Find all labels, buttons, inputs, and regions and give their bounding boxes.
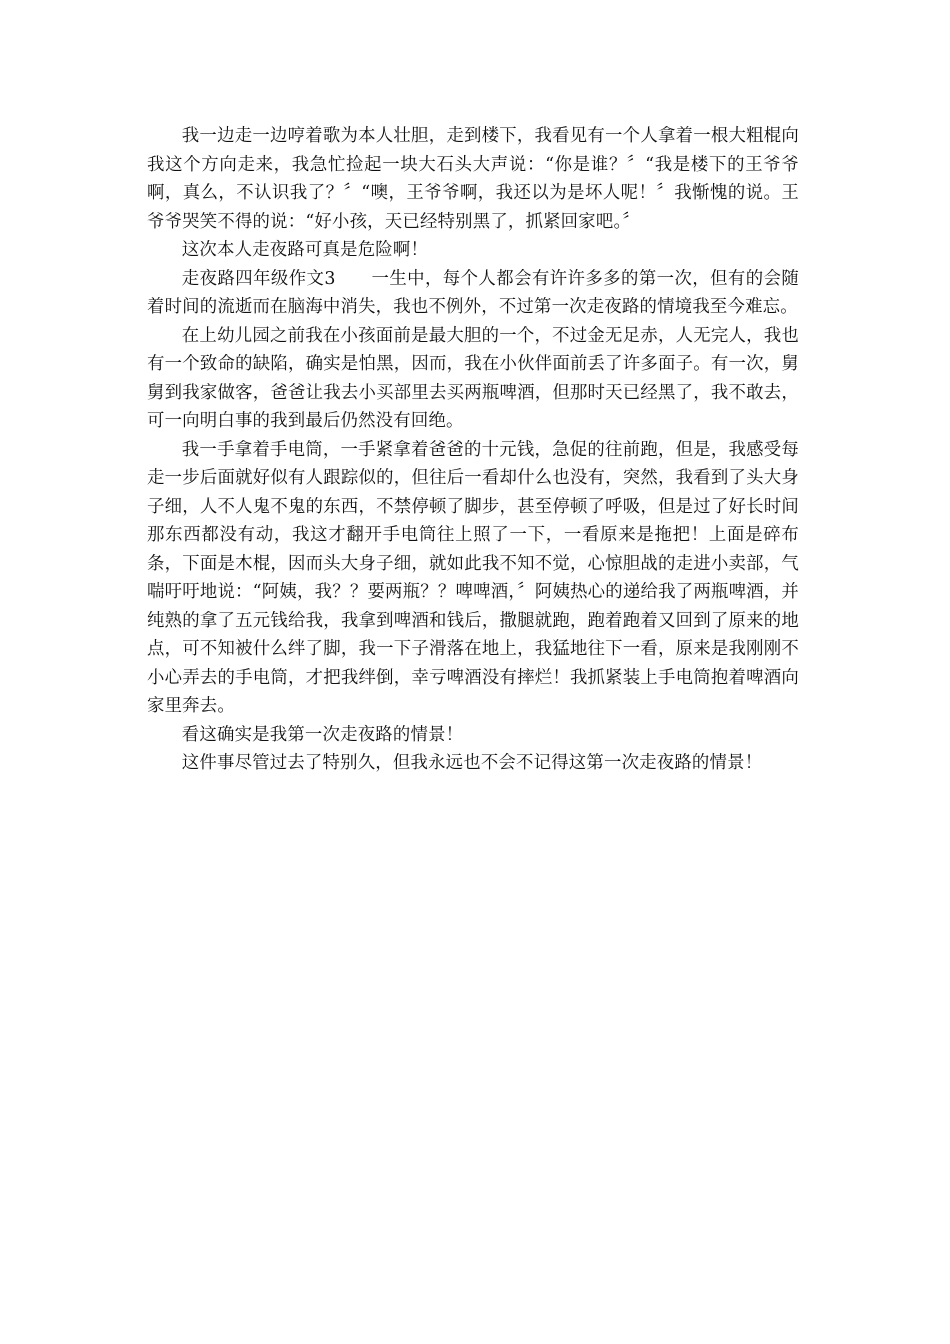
paragraph: 我一手拿着手电筒，一手紧拿着爸爸的十元钱，急促的往前跑，但是，我感受每走一步后面就好似有人跟踪似的，但往后一看却什么也没有，突然，我看到了头大身子细，人不人鬼不鬼的东西，不禁停顿了脚步，甚至停顿了呼吸，但是过了好长时间那东西都没有动，我这才翻开手电筒往上照了一下，一看原来是拖把！上面是碎布条，下面是木棍，因而头大身子细，就如此我不知不觉，心惊胆战的走进小卖部，气喘吁吁地说：“阿姨，我？？要两瓶？？啤啤酒，〞阿姨热心的递给我了两瓶啤酒，并纯熟的拿了五元钱给我，我拿到啤酒和钱后，撒腿就跑，跑着跑着又回到了原来的地点，可不知被什么绊了脚，我一下子滑落在地上，我猛地往下一看，原来是我刚刚不小心弄去的手电筒，才把我绊倒，幸亏啤酒没有摔烂！我抓紧装上手电筒抱着啤酒向家里奔去。 bbox=[147, 439, 799, 716]
paragraph: 在上幼儿园之前我在小孩面前是最大胆的一个，不过金无足赤，人无完人，我也有一个致命的缺陷，确实是怕黑，因而，我在小伙伴面前丢了许多面子。有一次，舅舅到我家做客，爸爸让我去小买部里去买两瓶啤酒，但那时天已经黑了，我不敢去，可一向明白事的我到最后仍然没有回绝。 bbox=[147, 325, 799, 431]
document-body bbox=[147, 122, 799, 778]
paragraph: 我一边走一边哼着歌为本人壮胆，走到楼下，我看见有一个人拿着一根大粗棍向我这个方向走来，我急忙捡起一块大石头大声说：“你是谁？〞“我是楼下的王爷爷啊，真么，不认识我了？〞“噢，王爷爷啊，我还以为是坏人呢！〞我惭愧的说。王爷爷哭笑不得的说：“好小孩，天已经特别黑了，抓紧回家吧。〞 bbox=[147, 126, 799, 232]
paragraph: 看这确实是我第一次走夜路的情景！ bbox=[181, 724, 464, 745]
paragraph: 这件事尽管过去了特别久，但我永远也不会不记得这第一次走夜路的情景！ bbox=[181, 753, 763, 773]
paragraph: 走夜路四年级作文3 一生中，每个人都会有许许多多的第一次，但有的会随着时间的流逝而在脑海中消失，我也不例外，不过第一次走夜路的情境我至今难忘。 bbox=[147, 268, 799, 317]
paragraph: 这次本人走夜路可真是危险啊！ bbox=[181, 240, 429, 260]
